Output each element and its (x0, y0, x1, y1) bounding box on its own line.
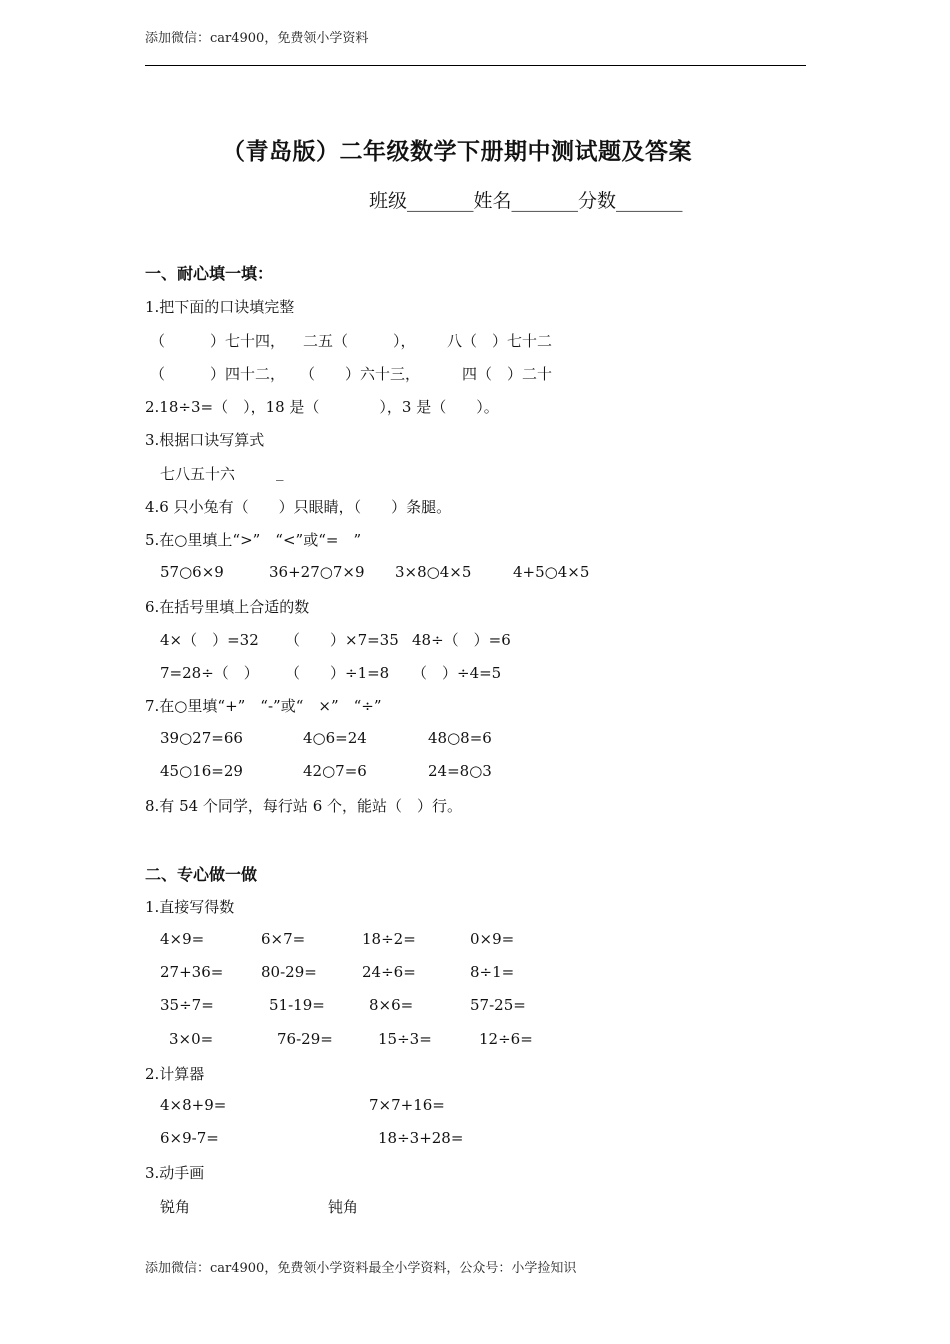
q1-row1-item: 二五（ ）， (303, 332, 416, 350)
q7-row1-item: 48○8=6 (428, 729, 492, 747)
page-header-text: 添加微信：car4900，免费领小学资料 (145, 31, 369, 46)
q1-row1-item: （ ）七十四， (150, 332, 286, 350)
calc-expression: 4×8+9= (160, 1096, 227, 1114)
q7-row2-item: 42○7=6 (303, 762, 367, 780)
q6-row2-item: （ ）÷4=5 (412, 664, 502, 682)
s2-q3-prompt: 3.动手画 (145, 1164, 205, 1182)
section1-heading: 一、耐心填一填： (145, 264, 274, 283)
calc-item: 80-29= (261, 963, 317, 981)
q5-prompt: 5.在○里填上“>” “<”或“= ” (145, 531, 362, 549)
calc-item: 24÷6= (362, 963, 416, 981)
q5-item: 36+27○7×9 (269, 563, 365, 581)
s2-q1-prompt: 1.直接写得数 (145, 898, 235, 916)
q7-prompt: 7.在○里填“+” “-”或“ ×” “÷” (145, 697, 382, 715)
calc-item: 51-19= (269, 996, 325, 1014)
q6-row2-item: （ ）÷1=8 (285, 664, 390, 682)
q5-item: 4+5○4×5 (513, 563, 590, 581)
calc-item: 6×7= (261, 930, 306, 948)
q6-row1-item: 48÷（ ）=6 (412, 631, 511, 649)
q1-prompt: 1.把下面的口诀填完整 (145, 298, 295, 316)
s2-q2-prompt: 2.计算器 (145, 1065, 205, 1083)
calc-item: 35÷7= (160, 996, 214, 1014)
calc-item: 76-29= (277, 1030, 333, 1048)
q5-item: 57○6×9 (160, 563, 224, 581)
q4-text: 4.6 只小兔有（ ）只眼睛，（ ）条腿。 (145, 498, 452, 516)
calc-item: 18÷2= (362, 930, 416, 948)
q6-prompt: 6.在括号里填上合适的数 (145, 598, 310, 616)
calc-item: 15÷3= (378, 1030, 432, 1048)
q1-row2-item: （ ）六十三， (300, 365, 421, 383)
calc-item: 0×9= (470, 930, 515, 948)
document-title: （青岛版）二年级数学下册期中测试题及答案 (222, 138, 692, 165)
calc-expression: 7×7+16= (369, 1096, 445, 1114)
draw-item-acute: 锐角 (160, 1198, 191, 1216)
q5-item: 3×8○4×5 (395, 563, 472, 581)
q3-answer-blank: _ (276, 463, 284, 481)
q6-row1-item: 4×（ ）=32 (160, 631, 259, 649)
q3-item: 七八五十六 (160, 465, 236, 483)
q7-row1-item: 4○6=24 (303, 729, 367, 747)
q1-row2-item: 四（ ）二十 (462, 365, 553, 383)
calc-item: 57-25= (470, 996, 526, 1014)
q6-row2-item: 7=28÷（ ） (160, 664, 259, 682)
calc-expression: 18÷3+28= (378, 1129, 464, 1147)
calc-item: 12÷6= (479, 1030, 533, 1048)
calc-expression: 6×9-7= (160, 1129, 219, 1147)
q1-row1-item: 八（ ）七十二 (447, 332, 553, 350)
q6-row1-item: （ ）×7=35 (285, 631, 399, 649)
calc-item: 8×6= (369, 996, 414, 1014)
draw-item-obtuse: 钝角 (328, 1198, 359, 1216)
calc-item: 3×0= (169, 1030, 214, 1048)
q3-prompt: 3.根据口诀写算式 (145, 431, 265, 449)
q7-row2-item: 24=8○3 (428, 762, 492, 780)
q7-row1-item: 39○27=66 (160, 729, 243, 747)
section2-heading: 二、专心做一做 (145, 865, 258, 884)
student-info-line: 班级_______姓名_______分数_______ (369, 190, 683, 212)
q2-text: 2.18÷3=（ ），18 是（ ），3 是（ ）。 (145, 398, 499, 416)
calc-item: 27+36= (160, 963, 224, 981)
page-footer-text: 添加微信：car4900，免费领小学资料最全小学资料，公众号：小学捡知识 (145, 1261, 577, 1276)
calc-item: 8÷1= (470, 963, 515, 981)
calc-item: 4×9= (160, 930, 205, 948)
q8-text: 8.有 54 个同学，每行站 6 个，能站（ ）行。 (145, 797, 463, 815)
header-rule (145, 65, 806, 66)
q1-row2-item: （ ）四十二， (150, 365, 286, 383)
q7-row2-item: 45○16=29 (160, 762, 243, 780)
